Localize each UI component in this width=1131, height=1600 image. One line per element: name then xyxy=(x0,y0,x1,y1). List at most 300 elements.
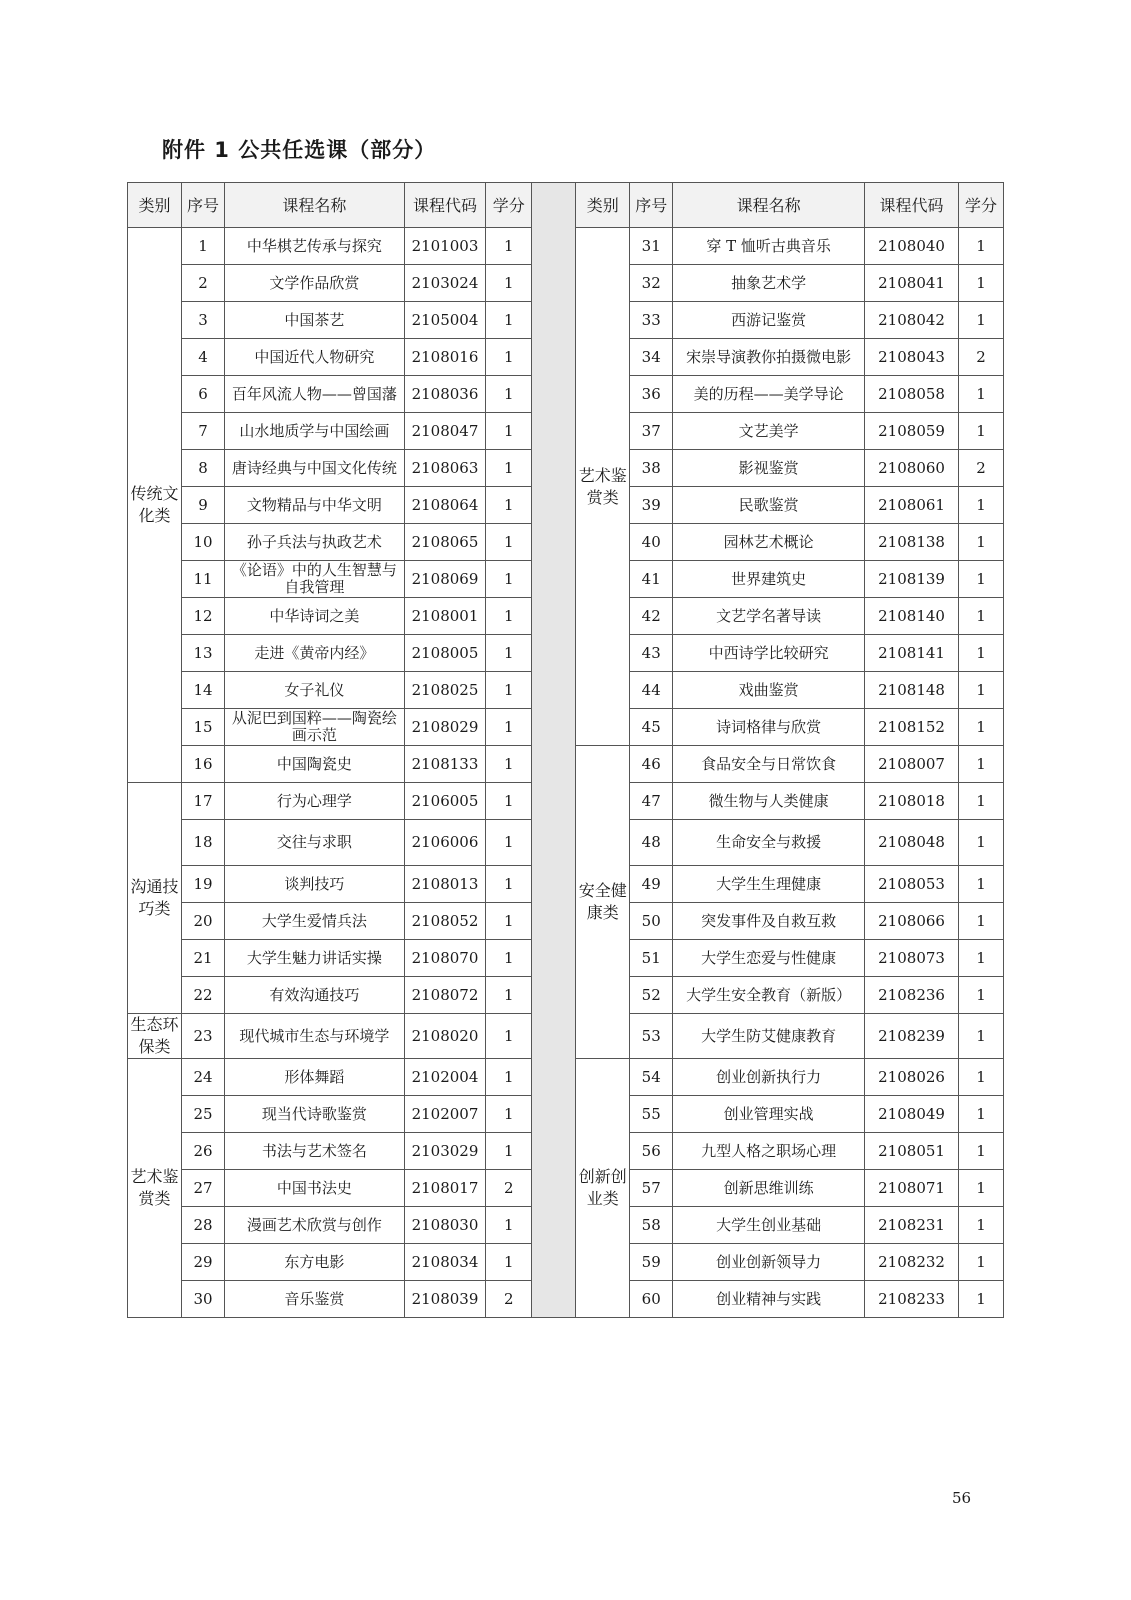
course-name: 抽象艺术学 xyxy=(731,274,807,292)
course-code-cell: 2108005 xyxy=(404,635,486,672)
course-name: 文艺美学 xyxy=(738,422,799,440)
course-name-cell xyxy=(673,977,865,1014)
credit-cell: 1 xyxy=(486,487,532,524)
seq-cell: 26 xyxy=(182,1133,225,1170)
course-name-cell xyxy=(224,450,404,487)
seq-cell: 6 xyxy=(182,376,225,413)
course-code-cell: 2108047 xyxy=(404,413,486,450)
course-name: 山水地质学与中国绘画 xyxy=(239,422,390,440)
seq-cell: 39 xyxy=(630,487,673,524)
course-name: 创业创新执行力 xyxy=(716,1068,822,1086)
column-gap xyxy=(532,183,576,1318)
header-category-right: 类别 xyxy=(576,183,630,228)
course-code-cell: 2108063 xyxy=(404,450,486,487)
credit-cell: 1 xyxy=(486,709,532,746)
header-code: 课程代码 xyxy=(404,183,486,228)
course-name-cell xyxy=(673,413,865,450)
credit-cell: 1 xyxy=(959,1133,1004,1170)
seq-cell: 1 xyxy=(182,228,225,265)
course-name: 漫画艺术欣赏与创作 xyxy=(246,1216,382,1234)
seq-cell: 38 xyxy=(630,450,673,487)
credit-cell: 1 xyxy=(959,487,1004,524)
course-code-cell: 2105004 xyxy=(404,302,486,339)
credit-cell: 2 xyxy=(486,1170,532,1207)
course-name-cell xyxy=(224,339,404,376)
course-name: 东方电影 xyxy=(284,1253,345,1271)
course-code-cell: 2108069 xyxy=(404,561,486,598)
course-name: 形体舞蹈 xyxy=(284,1068,345,1086)
credit-cell: 1 xyxy=(959,977,1004,1014)
course-name-cell xyxy=(673,1014,865,1059)
course-name: 孙子兵法与执政艺术 xyxy=(246,533,382,551)
course-name: 大学生魅力讲话实操 xyxy=(246,949,382,967)
course-code-cell: 2108072 xyxy=(404,977,486,1014)
course-code-cell: 2108025 xyxy=(404,672,486,709)
credit-cell: 1 xyxy=(486,903,532,940)
course-name-cell xyxy=(673,635,865,672)
course-name-cell xyxy=(224,635,404,672)
course-name: 影视鉴赏 xyxy=(738,459,799,477)
seq-cell: 47 xyxy=(630,783,673,820)
course-name-cell xyxy=(224,413,404,450)
seq-cell: 13 xyxy=(182,635,225,672)
seq-cell: 58 xyxy=(630,1207,673,1244)
credit-cell: 1 xyxy=(959,413,1004,450)
course-code-cell: 2108042 xyxy=(865,302,959,339)
course-name-cell xyxy=(224,866,404,903)
course-name: 现当代诗歌鉴赏 xyxy=(261,1105,367,1123)
credit-cell: 1 xyxy=(959,598,1004,635)
course-code-cell: 2108049 xyxy=(865,1096,959,1133)
seq-cell: 42 xyxy=(630,598,673,635)
course-name: 音乐鉴赏 xyxy=(284,1290,345,1308)
course-name-cell xyxy=(673,746,865,783)
left-category-cell: 生态环保类 xyxy=(128,1014,182,1059)
course-name-cell xyxy=(224,977,404,1014)
course-name: 穿 T 恤听古典音乐 xyxy=(706,237,831,255)
course-name-cell xyxy=(673,1059,865,1096)
course-name-cell xyxy=(224,1059,404,1096)
course-table-body xyxy=(128,183,1004,1318)
course-name: 诗词格律与欣赏 xyxy=(716,718,822,736)
course-name-cell xyxy=(673,450,865,487)
course-name-cell xyxy=(673,524,865,561)
course-name: 唐诗经典与中国文化传统 xyxy=(231,459,397,477)
seq-cell: 34 xyxy=(630,339,673,376)
credit-cell: 1 xyxy=(486,1014,532,1059)
credit-cell: 2 xyxy=(959,339,1004,376)
course-name-cell xyxy=(224,820,404,866)
seq-cell: 59 xyxy=(630,1244,673,1281)
course-name-cell xyxy=(673,820,865,866)
seq-cell: 30 xyxy=(182,1281,225,1318)
credit-cell: 1 xyxy=(959,820,1004,866)
credit-cell: 1 xyxy=(486,561,532,598)
course-name: 戏曲鉴赏 xyxy=(738,681,799,699)
course-name: 女子礼仪 xyxy=(284,681,345,699)
course-code-cell: 2108064 xyxy=(404,487,486,524)
course-name-cell xyxy=(224,376,404,413)
credit-cell: 1 xyxy=(486,524,532,561)
credit-cell: 1 xyxy=(486,783,532,820)
credit-cell: 1 xyxy=(959,1096,1004,1133)
course-name: 文物精品与中华文明 xyxy=(246,496,382,514)
right-category-cell: 创新创业类 xyxy=(576,1059,630,1318)
seq-cell: 33 xyxy=(630,302,673,339)
credit-cell: 1 xyxy=(486,598,532,635)
credit-cell: 1 xyxy=(486,820,532,866)
course-name-cell xyxy=(673,672,865,709)
credit-cell: 1 xyxy=(486,1096,532,1133)
course-name: 中国茶艺 xyxy=(284,311,345,329)
course-name-cell xyxy=(224,940,404,977)
course-name-cell xyxy=(673,1170,865,1207)
seq-cell: 40 xyxy=(630,524,673,561)
course-code-cell: 2108059 xyxy=(865,413,959,450)
credit-cell: 1 xyxy=(486,635,532,672)
credit-cell: 1 xyxy=(959,1014,1004,1059)
credit-cell: 1 xyxy=(959,1244,1004,1281)
credit-cell: 1 xyxy=(959,746,1004,783)
course-code-cell: 2102007 xyxy=(404,1096,486,1133)
credit-cell: 1 xyxy=(959,783,1004,820)
course-code-cell: 2108239 xyxy=(865,1014,959,1059)
credit-cell: 1 xyxy=(959,903,1004,940)
course-code-cell: 2103029 xyxy=(404,1133,486,1170)
course-name: 创业管理实战 xyxy=(723,1105,814,1123)
seq-cell: 27 xyxy=(182,1170,225,1207)
right-category-cell: 安全健康类 xyxy=(576,746,630,1059)
course-name: 创业精神与实践 xyxy=(716,1290,822,1308)
course-name: 突发事件及自救互救 xyxy=(701,912,837,930)
course-name: 谈判技巧 xyxy=(284,875,345,893)
course-code-cell: 2108034 xyxy=(404,1244,486,1281)
course-code-cell: 2108133 xyxy=(404,746,486,783)
seq-cell: 15 xyxy=(182,709,225,746)
left-category-cell: 传统文化类 xyxy=(128,228,182,783)
seq-cell: 50 xyxy=(630,903,673,940)
course-code-cell: 2108053 xyxy=(865,866,959,903)
course-code-cell: 2108043 xyxy=(865,339,959,376)
credit-cell: 1 xyxy=(959,635,1004,672)
seq-cell: 12 xyxy=(182,598,225,635)
seq-cell: 54 xyxy=(630,1059,673,1096)
credit-cell: 1 xyxy=(959,1170,1004,1207)
course-name: 世界建筑史 xyxy=(731,570,807,588)
seq-cell: 3 xyxy=(182,302,225,339)
course-code-cell: 2108058 xyxy=(865,376,959,413)
course-name: 园林艺术概论 xyxy=(723,533,814,551)
seq-cell: 51 xyxy=(630,940,673,977)
course-name-cell xyxy=(673,1133,865,1170)
course-name: 大学生防艾健康教育 xyxy=(701,1027,837,1045)
credit-cell: 1 xyxy=(959,265,1004,302)
course-code-cell: 2108013 xyxy=(404,866,486,903)
credit-cell: 1 xyxy=(959,1059,1004,1096)
credit-cell: 1 xyxy=(486,1207,532,1244)
course-name-cell xyxy=(673,265,865,302)
course-name-cell xyxy=(224,903,404,940)
course-name-cell xyxy=(673,1096,865,1133)
course-name: 创新思维训练 xyxy=(723,1179,814,1197)
course-name-cell xyxy=(673,866,865,903)
credit-cell: 1 xyxy=(486,1244,532,1281)
seq-cell: 16 xyxy=(182,746,225,783)
left-category-cell: 艺术鉴赏类 xyxy=(128,1059,182,1318)
course-name: 从泥巴到国粹——陶瓷绘画示范 xyxy=(231,710,397,744)
course-code-cell: 2108141 xyxy=(865,635,959,672)
course-name: 食品安全与日常饮食 xyxy=(701,755,837,773)
course-name: 中华棋艺传承与探究 xyxy=(246,237,382,255)
credit-cell: 1 xyxy=(959,561,1004,598)
seq-cell: 45 xyxy=(630,709,673,746)
course-code-cell: 2108051 xyxy=(865,1133,959,1170)
header-row xyxy=(128,183,1004,228)
course-code-cell: 2108030 xyxy=(404,1207,486,1244)
course-name-cell xyxy=(673,561,865,598)
course-code-cell: 2108026 xyxy=(865,1059,959,1096)
course-name-cell xyxy=(673,903,865,940)
course-code-cell: 2101003 xyxy=(404,228,486,265)
course-name: 生命安全与救援 xyxy=(716,834,822,851)
course-name-cell xyxy=(673,1207,865,1244)
course-name: 宋崇导演教你拍摄微电影 xyxy=(686,348,852,366)
course-code-cell: 2108061 xyxy=(865,487,959,524)
course-name: 西游记鉴赏 xyxy=(731,311,807,329)
course-code-cell: 2108236 xyxy=(865,977,959,1014)
course-code-cell: 2108020 xyxy=(404,1014,486,1059)
course-name-cell xyxy=(224,746,404,783)
seq-cell: 8 xyxy=(182,450,225,487)
course-name: 中西诗学比较研究 xyxy=(708,644,829,662)
credit-cell: 1 xyxy=(486,977,532,1014)
course-name: 《论语》中的人生智慧与自我管理 xyxy=(231,562,397,596)
course-name-cell xyxy=(673,339,865,376)
course-name-cell xyxy=(224,1170,404,1207)
credit-cell: 1 xyxy=(486,866,532,903)
course-name: 百年风流人物——曾国藩 xyxy=(231,385,397,403)
course-name: 有效沟通技巧 xyxy=(269,986,360,1004)
credit-cell: 1 xyxy=(486,302,532,339)
course-name: 行为心理学 xyxy=(276,792,352,810)
seq-cell: 4 xyxy=(182,339,225,376)
course-name: 中华诗词之美 xyxy=(269,607,360,625)
credit-cell: 1 xyxy=(959,302,1004,339)
course-code-cell: 2108073 xyxy=(865,940,959,977)
course-name: 现代城市生态与环境学 xyxy=(239,1027,390,1045)
credit-cell: 1 xyxy=(486,672,532,709)
course-name-cell xyxy=(673,709,865,746)
seq-cell: 18 xyxy=(182,820,225,866)
credit-cell: 1 xyxy=(486,339,532,376)
course-code-cell: 2108048 xyxy=(865,820,959,866)
credit-cell: 1 xyxy=(959,709,1004,746)
course-name-cell xyxy=(224,1244,404,1281)
course-code-cell: 2108071 xyxy=(865,1170,959,1207)
credit-cell: 1 xyxy=(959,1281,1004,1318)
course-name: 大学生生理健康 xyxy=(716,875,822,893)
course-name-cell xyxy=(673,783,865,820)
credit-cell: 1 xyxy=(959,524,1004,561)
seq-cell: 22 xyxy=(182,977,225,1014)
course-name-cell xyxy=(673,376,865,413)
credit-cell: 1 xyxy=(959,672,1004,709)
course-name-cell xyxy=(224,228,404,265)
course-code-cell: 2108140 xyxy=(865,598,959,635)
seq-cell: 36 xyxy=(630,376,673,413)
course-name: 微生物与人类健康 xyxy=(708,792,829,810)
seq-cell: 46 xyxy=(630,746,673,783)
course-code-cell: 2108148 xyxy=(865,672,959,709)
seq-cell: 60 xyxy=(630,1281,673,1318)
header-name-right: 课程名称 xyxy=(673,183,865,228)
course-code-cell: 2108036 xyxy=(404,376,486,413)
seq-cell: 7 xyxy=(182,413,225,450)
document-title: 附件 1 公共任选课（部分） xyxy=(162,138,437,162)
course-name-cell xyxy=(224,487,404,524)
course-name: 交往与求职 xyxy=(276,834,352,851)
seq-cell: 29 xyxy=(182,1244,225,1281)
course-code-cell: 2106005 xyxy=(404,783,486,820)
course-name-cell xyxy=(224,709,404,746)
header-code-right: 课程代码 xyxy=(865,183,959,228)
course-name-cell xyxy=(673,1281,865,1318)
course-name: 九型人格之职场心理 xyxy=(701,1142,837,1160)
course-name-cell xyxy=(224,1207,404,1244)
course-name: 大学生创业基础 xyxy=(716,1216,822,1234)
left-category-cell: 沟通技巧类 xyxy=(128,783,182,1014)
seq-cell: 52 xyxy=(630,977,673,1014)
course-name-cell xyxy=(224,672,404,709)
course-name: 美的历程——美学导论 xyxy=(693,385,844,403)
course-code-cell: 2108066 xyxy=(865,903,959,940)
seq-cell: 11 xyxy=(182,561,225,598)
course-name: 中国近代人物研究 xyxy=(254,348,375,366)
course-name: 大学生安全教育（新版） xyxy=(686,986,852,1004)
course-name-cell xyxy=(224,1096,404,1133)
credit-cell: 1 xyxy=(959,866,1004,903)
credit-cell: 1 xyxy=(486,376,532,413)
course-name: 文学作品欣赏 xyxy=(269,274,360,292)
seq-cell: 19 xyxy=(182,866,225,903)
credit-cell: 1 xyxy=(959,376,1004,413)
credit-cell: 1 xyxy=(486,940,532,977)
course-name: 大学生恋爱与性健康 xyxy=(701,949,837,967)
seq-cell: 25 xyxy=(182,1096,225,1133)
course-name-cell xyxy=(673,598,865,635)
seq-cell: 41 xyxy=(630,561,673,598)
course-code-cell: 2108233 xyxy=(865,1281,959,1318)
seq-cell: 57 xyxy=(630,1170,673,1207)
header-category: 类别 xyxy=(128,183,182,228)
header-credit-right: 学分 xyxy=(959,183,1004,228)
course-name: 中国陶瓷史 xyxy=(276,755,352,773)
course-name-cell xyxy=(673,940,865,977)
course-code-cell: 2108017 xyxy=(404,1170,486,1207)
seq-cell: 9 xyxy=(182,487,225,524)
credit-cell: 1 xyxy=(959,1207,1004,1244)
course-code-cell: 2108152 xyxy=(865,709,959,746)
course-name-cell xyxy=(224,524,404,561)
credit-cell: 1 xyxy=(486,746,532,783)
credit-cell: 2 xyxy=(959,450,1004,487)
course-code-cell: 2108060 xyxy=(865,450,959,487)
course-name: 创业创新领导力 xyxy=(716,1253,822,1271)
course-code-cell: 2103024 xyxy=(404,265,486,302)
course-name-cell xyxy=(224,265,404,302)
course-name-cell xyxy=(224,1281,404,1318)
course-name-cell xyxy=(224,561,404,598)
credit-cell: 2 xyxy=(486,1281,532,1318)
seq-cell: 56 xyxy=(630,1133,673,1170)
seq-cell: 17 xyxy=(182,783,225,820)
seq-cell: 28 xyxy=(182,1207,225,1244)
course-name-cell xyxy=(673,487,865,524)
seq-cell: 55 xyxy=(630,1096,673,1133)
credit-cell: 1 xyxy=(486,265,532,302)
course-code-cell: 2108029 xyxy=(404,709,486,746)
seq-cell: 21 xyxy=(182,940,225,977)
course-code-cell: 2108039 xyxy=(404,1281,486,1318)
header-seq: 序号 xyxy=(182,183,225,228)
header-seq-right: 序号 xyxy=(630,183,673,228)
course-code-cell: 2108016 xyxy=(404,339,486,376)
seq-cell: 23 xyxy=(182,1014,225,1059)
seq-cell: 53 xyxy=(630,1014,673,1059)
seq-cell: 20 xyxy=(182,903,225,940)
course-name-cell xyxy=(224,783,404,820)
credit-cell: 1 xyxy=(959,940,1004,977)
seq-cell: 31 xyxy=(630,228,673,265)
course-name-cell xyxy=(224,302,404,339)
course-code-cell: 2108007 xyxy=(865,746,959,783)
right-category-cell: 艺术鉴赏类 xyxy=(576,228,630,746)
seq-cell: 2 xyxy=(182,265,225,302)
seq-cell: 43 xyxy=(630,635,673,672)
course-name-cell xyxy=(673,302,865,339)
header-credit: 学分 xyxy=(486,183,532,228)
seq-cell: 10 xyxy=(182,524,225,561)
seq-cell: 24 xyxy=(182,1059,225,1096)
credit-cell: 1 xyxy=(486,1059,532,1096)
seq-cell: 48 xyxy=(630,820,673,866)
course-code-cell: 2108018 xyxy=(865,783,959,820)
seq-cell: 32 xyxy=(630,265,673,302)
credit-cell: 1 xyxy=(959,228,1004,265)
seq-cell: 44 xyxy=(630,672,673,709)
course-code-cell: 2108231 xyxy=(865,1207,959,1244)
course-code-cell: 2108232 xyxy=(865,1244,959,1281)
credit-cell: 1 xyxy=(486,413,532,450)
course-code-cell: 2106006 xyxy=(404,820,486,866)
course-name: 民歌鉴赏 xyxy=(738,496,799,514)
course-name-cell xyxy=(224,1133,404,1170)
course-code-cell: 2108065 xyxy=(404,524,486,561)
course-name: 文艺学名著导读 xyxy=(716,607,822,625)
page-number: 56 xyxy=(952,1489,972,1507)
credit-cell: 1 xyxy=(486,450,532,487)
course-code-cell: 2108001 xyxy=(404,598,486,635)
seq-cell: 14 xyxy=(182,672,225,709)
course-name-cell xyxy=(224,1014,404,1059)
course-code-cell: 2102004 xyxy=(404,1059,486,1096)
course-code-cell: 2108138 xyxy=(865,524,959,561)
course-code-cell: 2108070 xyxy=(404,940,486,977)
course-name: 中国书法史 xyxy=(276,1179,352,1197)
credit-cell: 1 xyxy=(486,228,532,265)
course-name: 大学生爱情兵法 xyxy=(261,912,367,930)
course-code-cell: 2108040 xyxy=(865,228,959,265)
